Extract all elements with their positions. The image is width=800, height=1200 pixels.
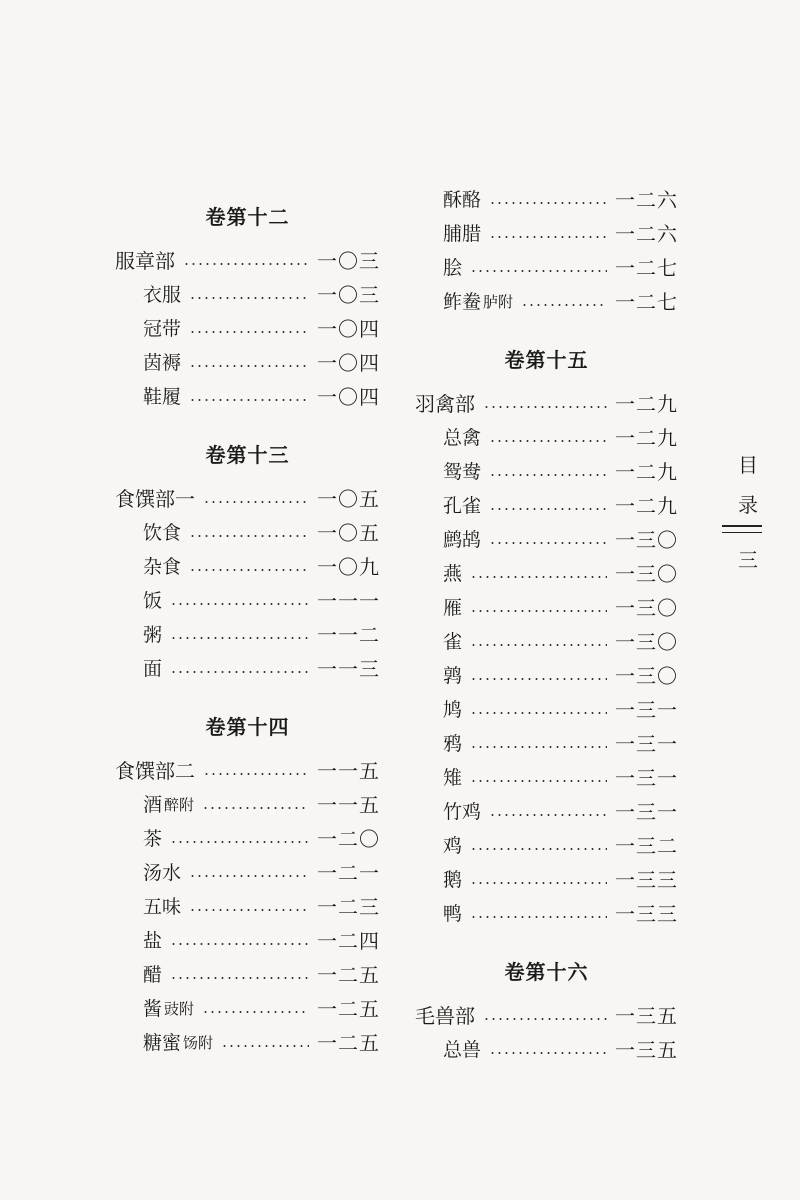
dot-leader [189, 365, 309, 367]
entry-title: 服章部 [115, 249, 175, 273]
entry-page-number: 一三三 [615, 868, 678, 892]
dot-leader [470, 644, 607, 646]
toc-entry[interactable] [115, 550, 380, 584]
toc-entry[interactable] [115, 822, 380, 856]
volume-heading: 卷第十四 [205, 715, 290, 739]
entry-page-number: 一〇四 [317, 385, 380, 409]
dot-leader [203, 773, 309, 775]
entry-title: 脯腊 [443, 223, 482, 245]
entry-annotation: 饧附 [183, 1034, 214, 1052]
running-head-rule [722, 525, 762, 533]
toc-entry[interactable] [115, 584, 380, 618]
entry-title: 总禽 [443, 427, 482, 449]
entry-title: 脍 [443, 257, 463, 279]
toc-entry[interactable] [415, 183, 678, 217]
entry-page-number: 一三〇 [615, 630, 678, 654]
volume-heading: 卷第十六 [504, 960, 589, 984]
toc-entry[interactable] [115, 856, 380, 890]
entry-page-number: 一三〇 [615, 528, 678, 552]
entry-annotation: 豉附 [164, 1000, 195, 1018]
entry-page-number: 一〇四 [317, 317, 380, 341]
volume-heading: 卷第十三 [205, 443, 290, 467]
dot-leader [170, 637, 309, 639]
entry-title: 雉 [443, 767, 463, 789]
entry-title: 茵褥 [143, 352, 182, 374]
toc-entry[interactable] [415, 727, 678, 761]
entry-title: 醋 [143, 964, 163, 986]
volume-heading: 卷第十五 [504, 348, 589, 372]
dot-leader [221, 1045, 309, 1047]
entry-page-number: 一三一 [615, 698, 678, 722]
entry-title: 鸦 [443, 733, 463, 755]
toc-entry[interactable] [415, 693, 678, 727]
entry-title: 鹅 [443, 869, 463, 891]
entry-page-number: 一二四 [317, 929, 380, 953]
dot-leader [203, 501, 309, 503]
toc-entry[interactable] [115, 992, 380, 1026]
entry-page-number: 一〇九 [317, 555, 380, 579]
entry-title: 毛兽部 [415, 1004, 475, 1028]
dot-leader [170, 603, 309, 605]
toc-entry[interactable] [415, 829, 678, 863]
toc-entry[interactable] [415, 455, 678, 489]
toc-entry[interactable] [415, 251, 678, 285]
dot-leader [489, 1052, 607, 1054]
dot-leader [489, 508, 607, 510]
dot-leader [470, 780, 607, 782]
entry-page-number: 一一二 [317, 623, 380, 647]
toc-entry[interactable] [415, 591, 678, 625]
entry-title: 竹鸡 [443, 801, 482, 823]
toc-entry[interactable] [415, 999, 678, 1033]
toc-entry[interactable] [115, 890, 380, 924]
entry-title: 五味 [143, 896, 182, 918]
toc-entry[interactable] [115, 788, 380, 822]
entry-page-number: 一〇三 [317, 283, 380, 307]
toc-entry[interactable] [115, 380, 380, 414]
entry-title: 鲊鲞 [443, 291, 482, 313]
entry-title: 杂食 [143, 556, 182, 578]
entry-title: 雁 [443, 597, 463, 619]
entry-annotation: 醉附 [164, 796, 195, 814]
entry-title: 总兽 [443, 1039, 482, 1061]
dot-leader [470, 712, 607, 714]
toc-left-column [115, 200, 380, 1060]
entry-page-number: 一二九 [615, 392, 678, 416]
dot-leader [189, 535, 309, 537]
entry-page-number: 一一一 [317, 589, 380, 613]
entry-title: 面 [143, 658, 163, 680]
entry-title: 糖蜜 [143, 1032, 182, 1054]
toc-entry[interactable] [115, 754, 380, 788]
entry-page-number: 一三五 [615, 1038, 678, 1062]
entry-title: 粥 [143, 624, 163, 646]
toc-entry[interactable] [115, 346, 380, 380]
toc-entry[interactable] [415, 421, 678, 455]
dot-leader [470, 576, 607, 578]
dot-leader [189, 909, 309, 911]
entry-page-number: 一一五 [317, 759, 380, 783]
entry-title: 鞋履 [143, 386, 182, 408]
page-number: 三 [738, 548, 758, 572]
entry-page-number: 一二〇 [317, 827, 380, 851]
dot-leader [470, 270, 607, 272]
dot-leader [470, 678, 607, 680]
entry-page-number: 一二五 [317, 1031, 380, 1055]
dot-leader [489, 542, 607, 544]
entry-title: 燕 [443, 563, 463, 585]
dot-leader [189, 569, 309, 571]
toc-entry[interactable] [115, 958, 380, 992]
entry-page-number: 一三〇 [615, 596, 678, 620]
entry-page-number: 一三五 [615, 1004, 678, 1028]
dot-leader [470, 848, 607, 850]
entry-page-number: 一二九 [615, 426, 678, 450]
entry-title: 酒 [143, 794, 163, 816]
entry-annotation: 胪附 [483, 293, 514, 311]
toc-entry[interactable] [115, 516, 380, 550]
toc-entry[interactable] [415, 863, 678, 897]
toc-entry[interactable] [115, 652, 380, 686]
running-head-char: 目 [738, 453, 758, 477]
toc-entry[interactable] [115, 1026, 380, 1060]
running-head-char: 录 [738, 493, 758, 517]
entry-title: 饭 [143, 590, 163, 612]
entry-page-number: 一三一 [615, 800, 678, 824]
toc-entry[interactable] [115, 312, 380, 346]
entry-page-number: 一二六 [615, 188, 678, 212]
entry-title: 衣服 [143, 284, 182, 306]
volume-heading: 卷第十二 [205, 205, 290, 229]
toc-entry[interactable] [115, 482, 380, 516]
entry-title: 鹑 [443, 665, 463, 687]
entry-page-number: 一三〇 [615, 664, 678, 688]
entry-title: 鹧鸪 [443, 529, 482, 551]
dot-leader [189, 297, 309, 299]
entry-title: 食馔部二 [115, 759, 195, 783]
entry-page-number: 一〇三 [317, 249, 380, 273]
dot-leader [470, 610, 607, 612]
entry-title: 鸡 [443, 835, 463, 857]
entry-page-number: 一二九 [615, 460, 678, 484]
entry-title: 盐 [143, 930, 163, 952]
dot-leader [470, 882, 607, 884]
toc-entry[interactable] [115, 244, 380, 278]
toc-entry[interactable] [415, 217, 678, 251]
toc-entry[interactable] [415, 761, 678, 795]
entry-title: 酥酪 [443, 189, 482, 211]
dot-leader [489, 440, 607, 442]
entry-title: 雀 [443, 631, 463, 653]
dot-leader [189, 331, 309, 333]
entry-page-number: 一一五 [317, 793, 380, 817]
toc-entry[interactable] [415, 489, 678, 523]
entry-page-number: 一〇四 [317, 351, 380, 375]
dot-leader [483, 1018, 607, 1020]
toc-entry[interactable] [415, 897, 678, 931]
entry-page-number: 一二七 [615, 256, 678, 280]
entry-title: 茶 [143, 828, 163, 850]
entry-title: 汤水 [143, 862, 182, 884]
dot-leader [202, 807, 309, 809]
dot-leader [489, 236, 607, 238]
running-head-title [728, 445, 768, 525]
entry-page-number: 一二一 [317, 861, 380, 885]
entry-title: 饮食 [143, 522, 182, 544]
entry-page-number: 一三二 [615, 834, 678, 858]
entry-title: 孔雀 [443, 495, 482, 517]
dot-leader [189, 875, 309, 877]
entry-page-number: 一〇五 [317, 487, 380, 511]
entry-page-number: 一二九 [615, 494, 678, 518]
dot-leader [489, 814, 607, 816]
dot-leader [483, 406, 607, 408]
toc-entry[interactable] [415, 659, 678, 693]
entry-title: 鸳鸯 [443, 461, 482, 483]
dot-leader [170, 671, 309, 673]
dot-leader [470, 916, 607, 918]
entry-page-number: 一〇五 [317, 521, 380, 545]
dot-leader [189, 399, 309, 401]
dot-leader [170, 977, 309, 979]
entry-title: 羽禽部 [415, 392, 475, 416]
entry-page-number: 一二五 [317, 963, 380, 987]
entry-page-number: 一一三 [317, 657, 380, 681]
toc-entry[interactable] [415, 625, 678, 659]
dot-leader [183, 263, 309, 265]
dot-leader [170, 841, 309, 843]
dot-leader [521, 304, 607, 306]
toc-right-column [415, 183, 678, 1067]
toc-entry[interactable] [415, 1033, 678, 1067]
toc-entry[interactable] [415, 557, 678, 591]
dot-leader [470, 746, 607, 748]
entry-title: 酱 [143, 998, 163, 1020]
toc-entry[interactable] [415, 387, 678, 421]
toc-entry[interactable] [415, 795, 678, 829]
entry-page-number: 一二六 [615, 222, 678, 246]
dot-leader [489, 474, 607, 476]
entry-title: 鸠 [443, 699, 463, 721]
toc-entry[interactable] [415, 523, 678, 557]
toc-entry[interactable] [115, 618, 380, 652]
dot-leader [170, 943, 309, 945]
toc-entry[interactable] [415, 285, 678, 319]
entry-title: 冠带 [143, 318, 182, 340]
entry-page-number: 一二七 [615, 290, 678, 314]
dot-leader [202, 1011, 309, 1013]
entry-page-number: 一三一 [615, 766, 678, 790]
entry-page-number: 一三三 [615, 902, 678, 926]
toc-entry[interactable] [115, 924, 380, 958]
entry-page-number: 一二三 [317, 895, 380, 919]
entry-page-number: 一二五 [317, 997, 380, 1021]
entry-page-number: 一三一 [615, 732, 678, 756]
entry-page-number: 一三〇 [615, 562, 678, 586]
dot-leader [489, 202, 607, 204]
entry-title: 食馔部一 [115, 487, 195, 511]
toc-entry[interactable] [115, 278, 380, 312]
entry-title: 鸭 [443, 903, 463, 925]
